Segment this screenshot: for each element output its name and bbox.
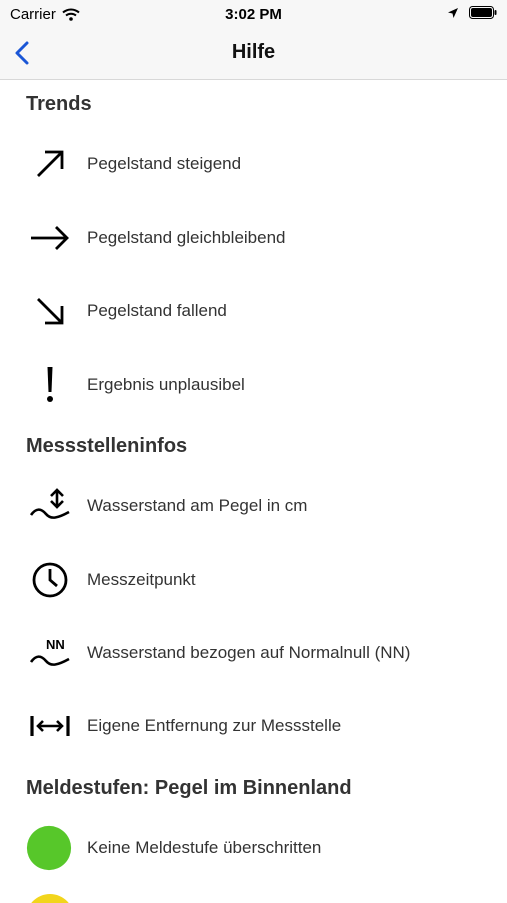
list-item-trend-steady: [0, 218, 507, 258]
level-label: Keine Meldestufe überschritten: [87, 838, 322, 857]
arrow-down-right-icon: [28, 291, 72, 331]
arrow-right-icon: [28, 218, 72, 258]
list-item-normal-null: [0, 633, 507, 673]
info-label: Wasserstand bezogen auf Normalnull (NN): [87, 643, 411, 662]
info-label: Messzeitpunkt: [87, 570, 196, 589]
carrier-label: Carrier: [10, 6, 56, 23]
list-item-trend-rising: [0, 144, 507, 184]
battery-icon: [469, 6, 497, 19]
navigation-bar: [0, 30, 507, 80]
section-title-levels: Meldestufen: Pegel im Binnenland: [26, 777, 352, 799]
list-item-water-level: [0, 486, 507, 526]
status-time: 3:02 PM: [225, 6, 282, 23]
page-title: Hilfe: [231, 41, 276, 63]
list-item-distance: [0, 706, 507, 746]
distance-icon: [28, 706, 72, 746]
arrow-up-right-icon: [28, 144, 72, 184]
status-bar: [0, 0, 507, 30]
water-nn-icon: [28, 633, 72, 673]
info-label: Wasserstand am Pegel in cm: [87, 496, 308, 515]
water-level-icon: [28, 486, 72, 526]
trend-label: Ergebnis unplausibel: [87, 375, 245, 394]
list-item-no-level: [0, 828, 507, 868]
section-title-trends: Trends: [26, 93, 92, 115]
location-icon: [447, 7, 459, 19]
clock-icon: [28, 560, 72, 600]
status-right: [447, 6, 497, 19]
nn-icon-text: NN: [46, 637, 65, 652]
info-label: Eigene Entfernung zur Messstelle: [87, 716, 342, 735]
green-circle-icon: [28, 828, 72, 868]
trend-label: Pegelstand steigend: [87, 154, 242, 173]
trend-label: Pegelstand fallend: [87, 301, 227, 320]
exclamation-icon: [28, 365, 72, 405]
list-item-trend-falling: [0, 291, 507, 331]
yellow-circle-icon: [25, 893, 75, 903]
list-item-measure-time: [0, 560, 507, 600]
list-item-trend-implausible: [0, 365, 507, 405]
section-title-info: Messstelleninfos: [26, 435, 188, 457]
trend-label: Pegelstand gleichbleibend: [87, 228, 286, 247]
